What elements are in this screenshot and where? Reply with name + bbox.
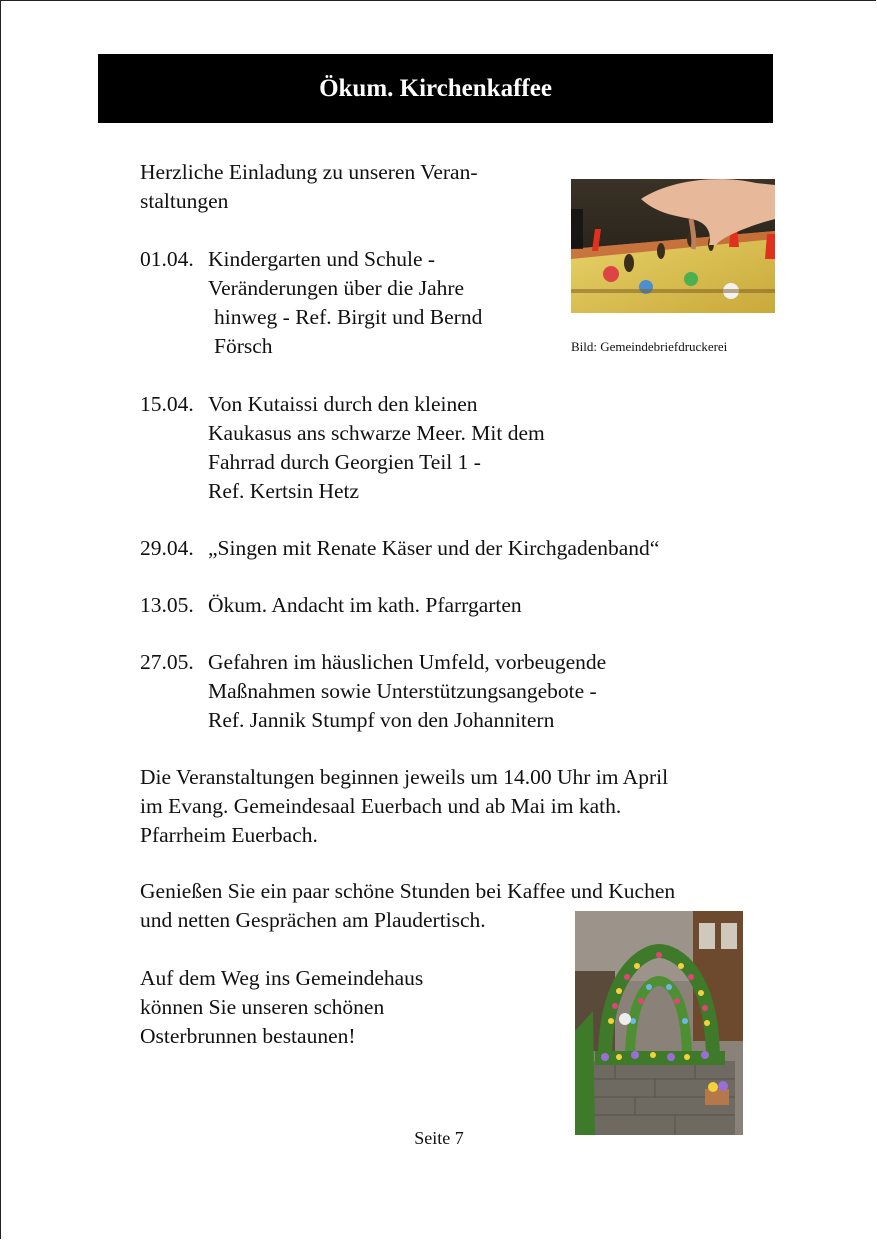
board-game-photo xyxy=(571,179,775,313)
event-date: 13.05. xyxy=(140,593,194,617)
event-1-line-1 xyxy=(140,245,435,274)
event-3-line-1 xyxy=(140,534,659,563)
intro-line-1: Herzliche Einladung zu unseren Veran- xyxy=(140,160,478,184)
event-1-line-2: Veränderungen über die Jahre xyxy=(208,276,465,300)
page-number: Seite 7 xyxy=(414,1128,464,1148)
closing-line-2: können Sie unseren schönen xyxy=(140,995,385,1019)
event-2-line-1 xyxy=(140,390,478,419)
event-title: Kindergarten und Schule - xyxy=(208,247,436,271)
event-2-line-3: Fahrrad durch Georgien Teil 1 - xyxy=(208,450,481,474)
event-2-line-2: Kaukasus ans schwarze Meer. Mit dem xyxy=(208,421,545,445)
event-5-line-1 xyxy=(140,648,606,677)
image-caption: Bild: Gemeindebriefdruckerei xyxy=(571,339,728,354)
event-4-line-1 xyxy=(140,591,522,620)
event-date: 15.04. xyxy=(140,392,194,416)
closing-line-1: Auf dem Weg ins Gemeindehaus xyxy=(140,966,424,990)
intro-line-2: staltungen xyxy=(140,189,229,213)
event-title: Von Kutaissi durch den kleinen xyxy=(208,392,478,416)
easter-fountain-photo xyxy=(575,911,743,1135)
info-line-3: Pfarrheim Euerbach. xyxy=(140,823,318,847)
event-title: „Singen mit Renate Käser und der Kirchgadenband“ xyxy=(208,536,660,560)
enjoy-line-2: und netten Gesprächen am Plaudertisch. xyxy=(140,908,486,932)
event-date: 01.04. xyxy=(140,247,194,271)
event-1-line-4: Försch xyxy=(214,334,273,358)
info-line-2: im Evang. Gemeindesaal Euerbach und ab Mai im kath. xyxy=(140,794,622,818)
enjoy-line-1: Genießen Sie ein paar schöne Stunden bei Kaffee und Kuchen xyxy=(140,879,676,903)
info-line-1: Die Veranstaltungen beginnen jeweils um 14.00 Uhr im April xyxy=(140,765,669,789)
event-5-line-2: Maßnahmen sowie Unterstützungsangebote - xyxy=(208,679,597,703)
page-title: Ökum. Kirchenkaffee xyxy=(98,54,773,123)
event-2-line-4: Ref. Kertsin Hetz xyxy=(208,479,360,503)
closing-line-3: Osterbrunnen bestaunen! xyxy=(140,1024,356,1048)
event-5-line-3: Ref. Jannik Stumpf von den Johannitern xyxy=(208,708,555,732)
event-date: 29.04. xyxy=(140,536,194,560)
event-title: Ökum. Andacht im kath. Pfarrgarten xyxy=(208,593,522,617)
event-date: 27.05. xyxy=(140,650,194,674)
event-1-line-3: hinweg - Ref. Birgit und Bernd xyxy=(214,305,483,329)
event-title: Gefahren im häuslichen Umfeld, vorbeugende xyxy=(208,650,607,674)
